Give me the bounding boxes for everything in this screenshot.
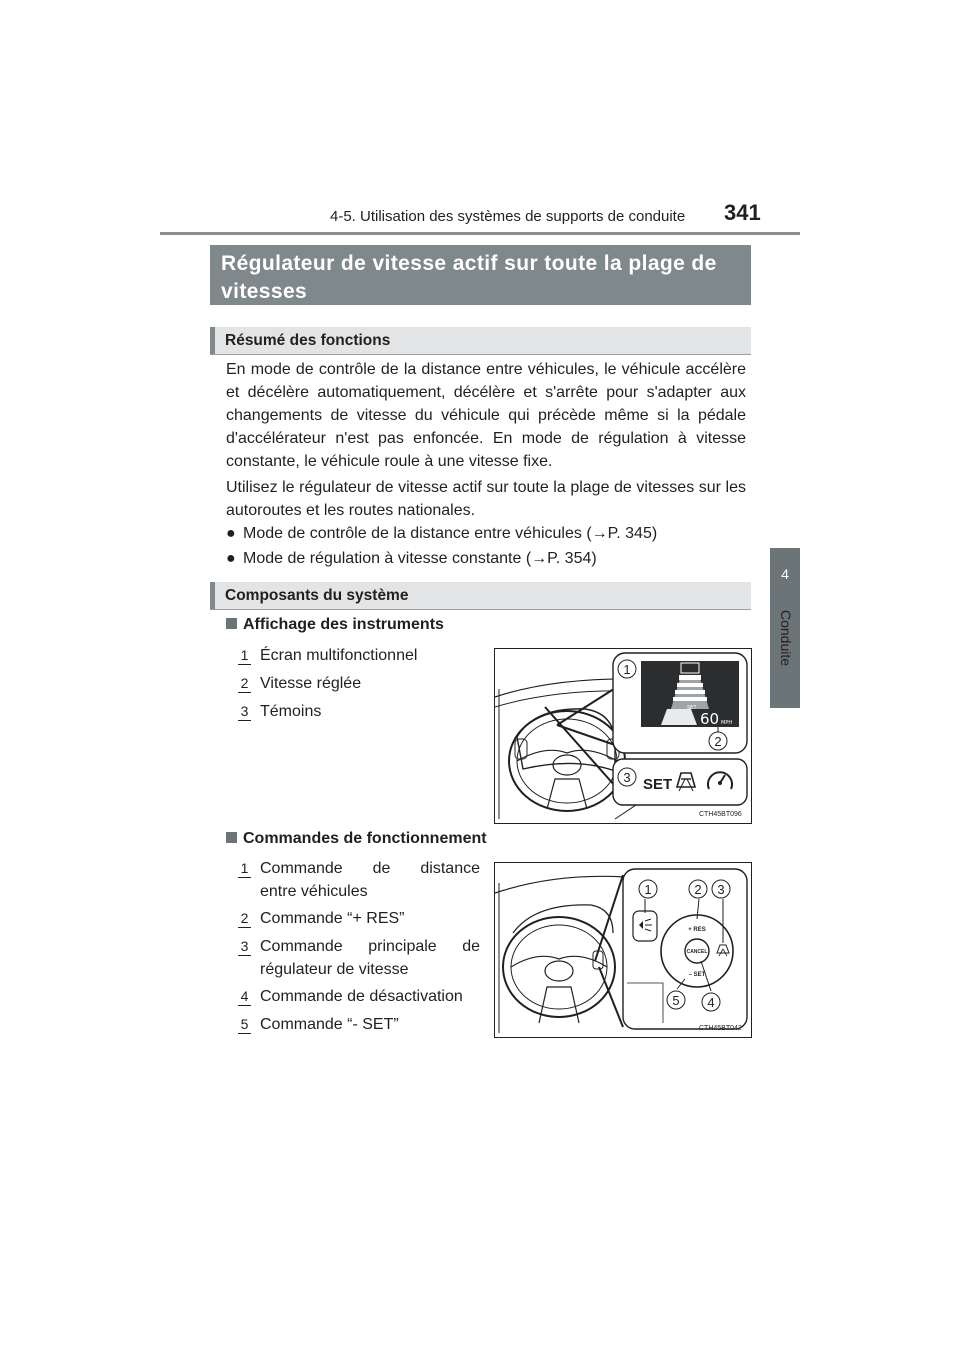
item-number: 5 <box>238 1016 251 1034</box>
item-text-line-2: entre véhicules <box>260 883 368 900</box>
item-text: Témoins <box>260 703 322 720</box>
item-text-line-2: régulateur de vitesse <box>260 961 409 978</box>
item-number: 4 <box>238 988 251 1006</box>
item-number: 2 <box>238 910 251 928</box>
components-heading: Composants du système <box>210 582 751 609</box>
callout-number-2: 2 <box>714 734 722 749</box>
item-text <box>260 857 480 903</box>
square-bullet-icon <box>226 832 237 843</box>
chapter-number: 4 <box>781 566 789 582</box>
bullet-text: Mode de contrôle de la distance entre véhicules (→P. 345) <box>243 525 658 542</box>
item-number: 1 <box>238 860 251 878</box>
screen-set-label: SET <box>687 705 697 711</box>
item-text: Commande “- SET” <box>260 1016 399 1033</box>
controls-subheading <box>226 830 487 848</box>
indicator-set: SET <box>643 776 673 793</box>
item-text: Commande “+ RES” <box>260 910 405 927</box>
item-number: 3 <box>238 703 251 721</box>
item-number: 2 <box>238 675 251 693</box>
instruments-title: Affichage des instruments <box>243 616 444 633</box>
item-text: Écran multifonctionnel <box>260 647 418 664</box>
callout-number-1: 1 <box>623 662 631 677</box>
figure-code: CTH45BT096 <box>699 811 742 818</box>
callout-number-3: 3 <box>623 770 631 785</box>
figure-code: CTH45BT042 <box>699 1025 742 1032</box>
page-title: Régulateur de vitesse actif sur toute la plage de vitesses <box>210 245 751 305</box>
cancel-label: CANCEL <box>686 949 708 955</box>
summary-heading: Résumé des fonctions <box>210 327 751 354</box>
instruments-subheading <box>226 616 444 634</box>
callout-number-5: 5 <box>672 993 680 1008</box>
res-label: + RES <box>688 927 706 933</box>
page-number: 341 <box>724 200 761 225</box>
controls-title: Commandes de fonctionnement <box>243 830 487 847</box>
bullet-distance-mode <box>226 522 657 545</box>
item-text-line-1: Commande principale de <box>260 938 480 955</box>
header-rule <box>160 232 800 235</box>
screen-speed: 60 <box>700 710 720 728</box>
chapter-label: Conduite <box>778 610 794 667</box>
item-text: Commande de désactivation <box>260 988 463 1005</box>
bullet-constant-mode <box>226 547 597 570</box>
controls-illustration <box>495 863 751 1037</box>
item-text-line-1: Commande de distance <box>260 860 480 877</box>
callout-number-1: 1 <box>644 882 652 897</box>
item-number: 3 <box>238 938 251 956</box>
summary-paragraph-1: En mode de contrôle de la distance entre véhicules, le véhicule accélère et décélère automatiquement, décélère et s'arrête pour s'adapter aux changements de vitesse du véhicule qui précède même si la pédale d'accélérateur n'est pas enfoncée. En mode de régulation à vitesse constante, le véhicule roule à une vitesse fixe. <box>226 361 746 470</box>
item-text: Vitesse réglée <box>260 675 362 692</box>
instrument-display-figure <box>494 648 752 824</box>
callout-number-4: 4 <box>707 995 715 1010</box>
square-bullet-icon <box>226 618 237 629</box>
controls-figure <box>494 862 752 1038</box>
bullet-dot-icon: ● <box>226 525 236 542</box>
item-text <box>260 935 480 981</box>
screen-unit: MPH <box>721 720 733 726</box>
instrument-illustration <box>495 649 751 823</box>
bullet-text: Mode de régulation à vitesse constante (→P. 354) <box>243 550 597 567</box>
bullet-dot-icon: ● <box>226 550 236 567</box>
item-number: 1 <box>238 647 251 665</box>
section-path: 4-5. Utilisation des systèmes de supports de conduite <box>330 208 686 225</box>
summary-paragraph-2: Utilisez le régulateur de vitesse actif sur toute la plage de vitesses sur les autoroutes et les routes nationales. <box>226 479 746 519</box>
callout-number-2: 2 <box>694 882 702 897</box>
callout-number-3: 3 <box>717 882 725 897</box>
set-label: – SET <box>688 972 706 978</box>
